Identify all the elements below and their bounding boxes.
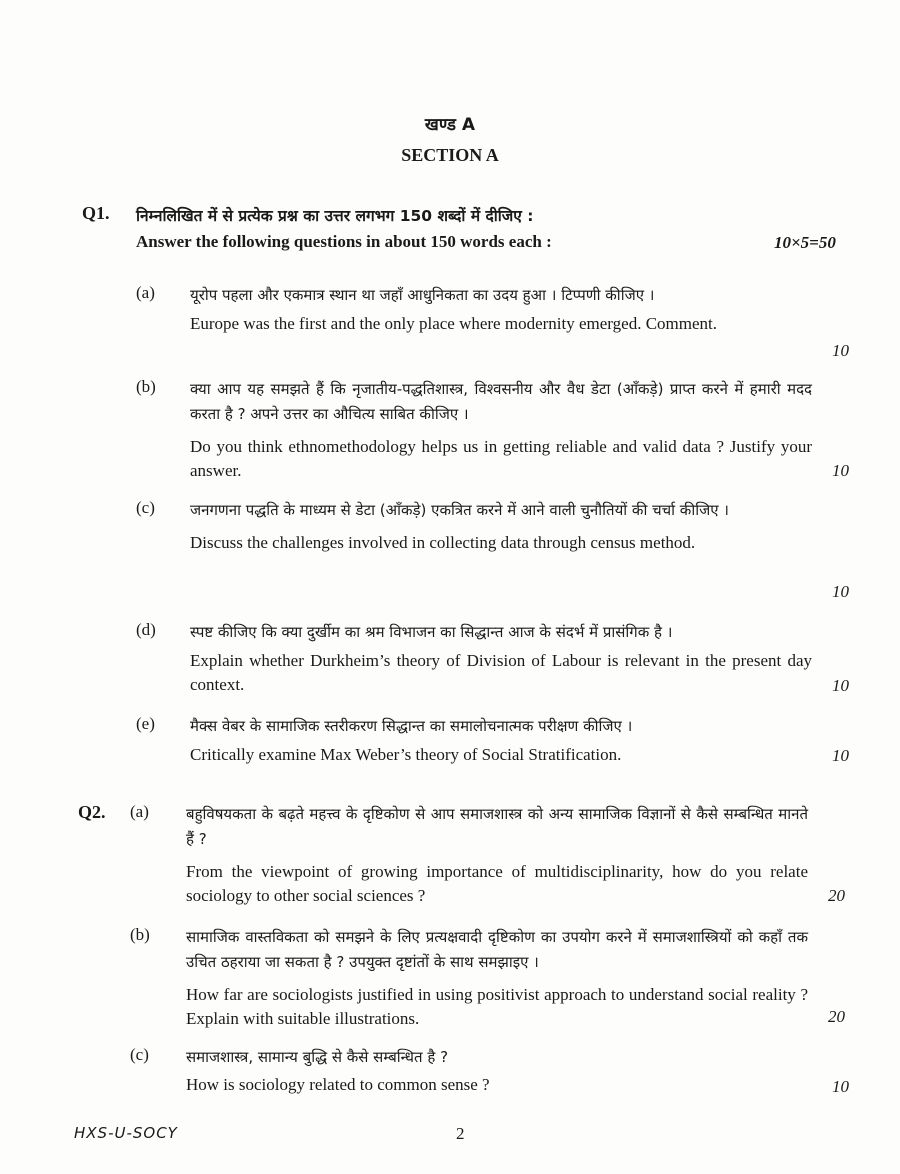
sub-question-english: Do you think ethnomethodology helps us in getting reliable and valid data ? Justify your answer.	[190, 437, 812, 480]
paper-code: HXS-U-SOCY	[74, 1124, 178, 1142]
sub-question-letter: (c)	[136, 498, 155, 517]
sub-question-letter: (e)	[136, 714, 155, 733]
sub-question-letter: (a)	[136, 283, 155, 302]
sub-question-marks: 10	[832, 1077, 849, 1096]
question-instruction-hindi: निम्नलिखित में से प्रत्येक प्रश्न का उत्तर लगभग 150 शब्दों में दीजिए :	[136, 207, 534, 225]
sub-question-english: Explain whether Durkheim’s theory of Division of Labour is relevant in the present day context.	[190, 651, 812, 694]
question-instruction-english: Answer the following questions in about 150 words each :	[136, 232, 552, 251]
sub-question-marks: 20	[828, 1007, 845, 1026]
sub-question-body	[190, 283, 812, 336]
sub-question-marks: 10	[832, 582, 849, 601]
question-total-marks: 10×5=50	[774, 233, 836, 252]
sub-question-letter: (c)	[130, 1045, 149, 1064]
question-number: Q2.	[78, 802, 106, 822]
sub-question-letter: (a)	[130, 802, 149, 821]
sub-question-hindi: जनगणना पद्धति के माध्यम से डेटा (आँकड़े) एकत्रित करने में आने वाली चुनौतियों की चर्चा कीजिए ।	[190, 501, 729, 519]
sub-question-letter: (b)	[130, 925, 150, 944]
sub-question-body	[190, 714, 812, 767]
page-number: 2	[456, 1124, 465, 1143]
sub-question-english: From the viewpoint of growing importance of multidisciplinarity, how do you relate sociology to other social sciences ?	[186, 862, 808, 905]
section-title-english: SECTION A	[401, 145, 499, 165]
sub-question-body	[190, 620, 812, 697]
question-number: Q1.	[82, 203, 110, 223]
sub-question-body	[190, 498, 812, 555]
section-title-hindi: खण्ड A	[424, 115, 476, 135]
sub-question-body	[186, 925, 808, 1031]
sub-question-hindi: स्पष्ट कीजिए कि क्या दुर्खीम का श्रम विभाजन का सिद्धान्त आज के संदर्भ में प्रासंगिक है ।	[190, 623, 673, 641]
sub-question-letter: (d)	[136, 620, 156, 639]
sub-question-english: How far are sociologists justified in using positivist approach to understand social reality ? Explain with suitable illustrations.	[186, 985, 808, 1028]
sub-question-hindi: बहुविषयकता के बढ़ते महत्त्व के दृष्टिकोण से आप समाजशास्त्र को अन्य सामाजिक विज्ञानों से कैसे सम्बन्धित मानते हैं ?	[186, 805, 808, 848]
sub-question-marks: 10	[832, 676, 849, 695]
sub-question-hindi: मैक्स वेबर के सामाजिक स्तरीकरण सिद्धान्त का समालोचनात्मक परीक्षण कीजिए ।	[190, 717, 633, 735]
sub-question-english: Discuss the challenges involved in collecting data through census method.	[190, 533, 696, 552]
sub-question-hindi: सामाजिक वास्तविकता को समझने के लिए प्रत्यक्षवादी दृष्टिकोण का उपयोग करने में समाजशास्त्रियों को कहाँ तक उचित ठहराया जा सकता है ? उपयुक्त दृष्टांतों के साथ समझाइए ।	[186, 928, 808, 971]
sub-question-marks: 20	[828, 886, 845, 905]
sub-question-marks: 10	[832, 746, 849, 765]
sub-question-body	[186, 1045, 808, 1097]
sub-question-hindi: यूरोप पहला और एकमात्र स्थान था जहाँ आधुनिकता का उदय हुआ । टिप्पणी कीजिए ।	[190, 286, 655, 304]
sub-question-letter: (b)	[136, 377, 156, 396]
sub-question-body	[186, 802, 808, 908]
sub-question-hindi: क्या आप यह समझते हैं कि नृजातीय-पद्धतिशास्त्र, विश्वसनीय और वैध डेटा (आँकड़े) प्राप्त करने में हमारी मदद करता है ? अपने उत्तर का औचित्य साबित कीजिए ।	[190, 380, 812, 423]
sub-question-body	[190, 377, 812, 483]
sub-question-english: How is sociology related to common sense ?	[186, 1075, 490, 1094]
sub-question-english: Europe was the first and the only place where modernity emerged. Comment.	[190, 314, 717, 333]
sub-question-marks: 10	[832, 341, 849, 360]
sub-question-hindi: समाजशास्त्र, सामान्य बुद्धि से कैसे सम्बन्धित है ?	[186, 1048, 449, 1066]
sub-question-english: Critically examine Max Weber’s theory of Social Stratification.	[190, 745, 622, 764]
sub-question-marks: 10	[832, 461, 849, 480]
